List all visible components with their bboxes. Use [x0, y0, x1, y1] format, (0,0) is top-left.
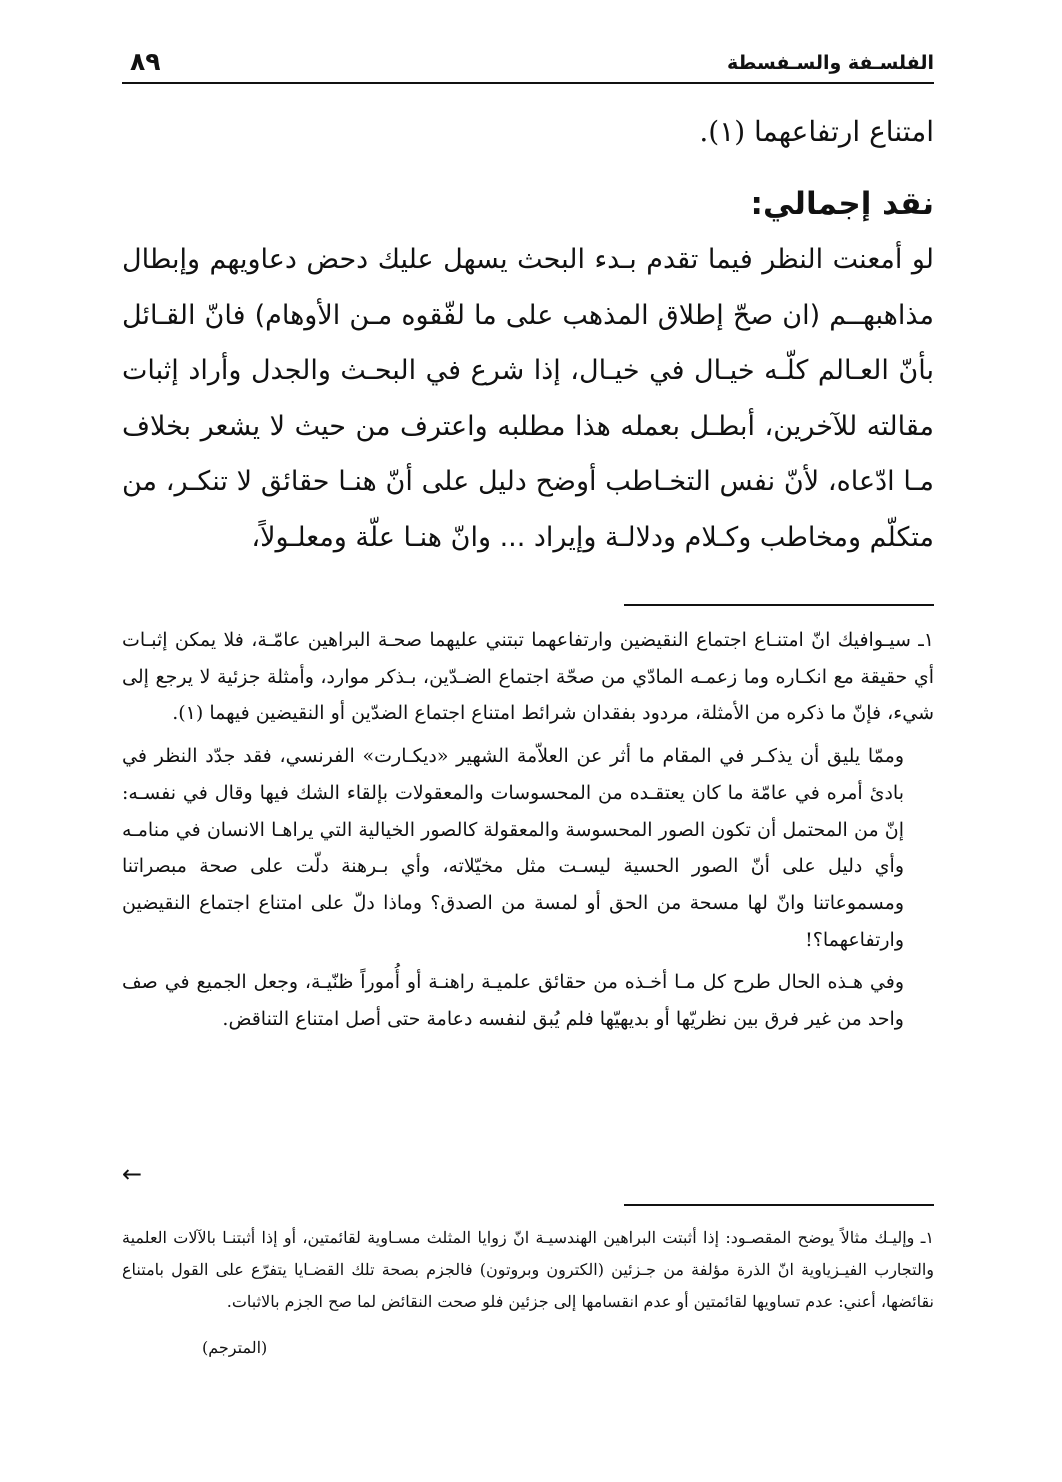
body-paragraph: لو أمعنت النظر فيما تقدم بـدء البحث يسهل عليك دحض دعاويهم وإبطال مذاهبهــم (ان صحّ إطلاق المذهب على ما لفّقوه مـن الأوهام) فانّ القـائل بأنّ العـالم كلّـه خيـال في خيـال، إذا شرع في البحـث والجدل وأراد إثبات مقالته للآخرين، أبطـل بعمله هذا مطلبه واعترف من حيث لا يشعر بخلاف مـا ادّعاه، لأنّ نفس التخـاطب أوضح دليل على أنّ هنـا حقائق لا تنكـر، من متكلّم ومخاطب وكـلام ودلالـة وإيراد ... وانّ هنـا علّة ومعلـولاً، — [122, 244, 934, 553]
footnote-text: ١ـ وإليـك مثالاً يوضح المقصـود: إذا أثبتت البراهين الهندسيـة انّ زوايا المثلث مسـاوية لقائمتين، أو إذا أثبتنـا بالآلات العلمية والتجارب الفيـزياوية انّ الذرة مؤلفة من جـزئين (الكترون وبروتون) فالجزم بصحة تلك القضـايا يتفرّع على القول بامتناع نقائضها، أعني: عدم تساويها لقائمتين أو عدم انقسامها إلى جزئين فلو صحت النقائض لما صح الجزم بالاثبات. — [122, 1228, 934, 1311]
continuation-arrow-icon: ← — [122, 1160, 143, 1188]
section-heading: نقد إجمالي: — [750, 186, 934, 222]
main-text — [122, 108, 934, 565]
note-paragraph: وفي هـذه الحال طرح كل مـا أخـذه من حقائق علميـة راهنـة أو أُموراً ظنّيـة، وجعل الجميع في صف واحد من غير فرق بين نظريّها أو بديهيّها فلم يُبق لنفسه دعامة حتى أصل امتناع التناقض. — [122, 971, 904, 1031]
book-page — [122, 0, 934, 1482]
translator-credit: (المترجم) — [202, 1338, 268, 1357]
notes-block — [122, 622, 934, 1044]
running-title: الفلسـفة والسـفسطة — [726, 52, 934, 74]
running-header — [122, 38, 934, 84]
note-paragraph: ١ـ سيـوافيك انّ امتنـاع اجتماع النقيضين وارتفاعهما تبتني عليهما صحـة البراهين عامّـة، فلا يمكن إثبـات أي حقيقة مع انكـاره وما زعمـه المادّي من صحّة اجتماع الضـدّين، بـذكر موارد، وأمثلة جزئية لا يرجع إلى شيء، فإنّ ما ذكره من الأمثلة، مردود بفقدان شرائط امتناع اجتماع الضدّين أو النقيضين فيهما (١). — [122, 629, 934, 725]
page-number: ٨٩ — [130, 47, 161, 76]
notes-divider — [624, 604, 934, 606]
footnote-divider — [624, 1204, 934, 1206]
footnote-block — [122, 1222, 934, 1318]
note-paragraph: وممّا يليق أن يذكـر في المقام ما أثر عن العلاّمة الشهير «ديكـارت» الفرنسي، فقد جدّد النظر في بادئ أمره في عامّة ما كان يعتقـده من المحسوسات والمعقولات بإلقاء الشك فيها وقال في نفسـه: إنّ من المحتمل أن تكون الصور المحسوسة والمعقولة كالصور الخيالية التي يراهـا الانسان في منامـه وأي دليل على أنّ الصور الحسية ليسـت مثل مخيّلاته، وأي بـرهنة دلّت على صحة مبصراتنا ومسموعاتنا وانّ لها مسحة من الحق أو لمسة من الصدق؟ وماذا دلّ على امتناع اجتماع النقيضين وارتفاعهما؟! — [122, 745, 904, 951]
opening-line: امتناع ارتفاعهما (١). — [699, 115, 934, 148]
